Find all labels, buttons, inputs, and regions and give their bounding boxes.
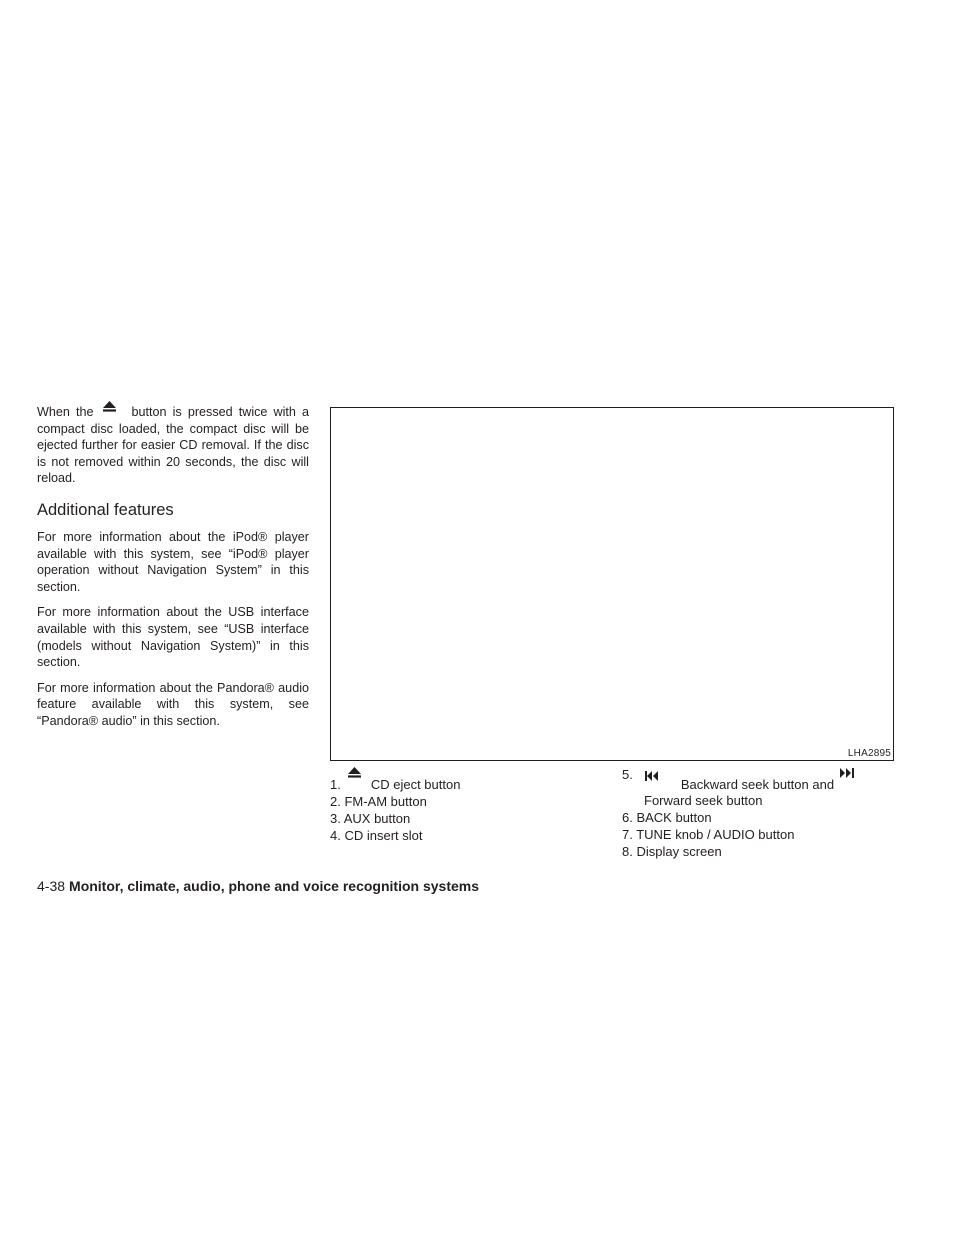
legend-item-1-number: 1. bbox=[330, 777, 341, 792]
chapter-title: Monitor, climate, audio, phone and voice recognition systems bbox=[69, 878, 479, 894]
seek-forward-icon bbox=[834, 771, 854, 783]
legend-column-left bbox=[330, 770, 560, 844]
eject-icon bbox=[94, 404, 132, 416]
intro-paragraph bbox=[37, 404, 309, 487]
legend-item-3: 3. AUX button bbox=[330, 811, 411, 826]
legend-item-2: 2. FM-AM button bbox=[330, 794, 427, 809]
legend-item-5 bbox=[622, 767, 902, 792]
page-number: 4-38 bbox=[37, 878, 66, 894]
legend-item-7: 7. TUNE knob / AUDIO button bbox=[622, 827, 795, 842]
ipod-paragraph: For more information about the iPod® player available with this system, see “iPod® player operation without Navigation System” in this section. bbox=[37, 529, 309, 594]
legend-item-1 bbox=[330, 770, 560, 792]
usb-paragraph: For more information about the USB interface available with this system, see “USB interface (models without Navigation System)” in this section. bbox=[37, 605, 309, 670]
legend-item-5-text: Backward seek button and bbox=[680, 777, 835, 792]
legend-item-5-continued: Forward seek button bbox=[644, 793, 763, 808]
intro-text-before: When the bbox=[37, 405, 94, 419]
legend-item-6: 6. BACK button bbox=[622, 810, 712, 825]
section-heading: Additional features bbox=[37, 500, 174, 519]
legend-item-1-text: CD eject button bbox=[370, 777, 461, 792]
legend-column-right bbox=[622, 767, 902, 860]
body-text-column bbox=[37, 404, 309, 739]
pandora-paragraph: For more information about the Pandora® audio feature available with this system, see “Pandora® audio” in this section. bbox=[37, 680, 309, 728]
legend-item-8: 8. Display screen bbox=[622, 844, 722, 859]
seek-backward-icon bbox=[633, 771, 663, 783]
page-footer bbox=[37, 877, 479, 895]
figure-frame bbox=[330, 407, 894, 761]
intro-text-after: button is pressed twice with a compact disc loaded, the compact disc will be ejected further for easier CD removal. If the disc is not removed within 20 seconds, the disc will reload. bbox=[37, 405, 310, 486]
legend-item-5-number: 5. bbox=[622, 767, 633, 782]
legend-item-4: 4. CD insert slot bbox=[330, 828, 423, 843]
eject-icon bbox=[341, 771, 371, 783]
figure-code: LHA2895 bbox=[847, 748, 891, 759]
